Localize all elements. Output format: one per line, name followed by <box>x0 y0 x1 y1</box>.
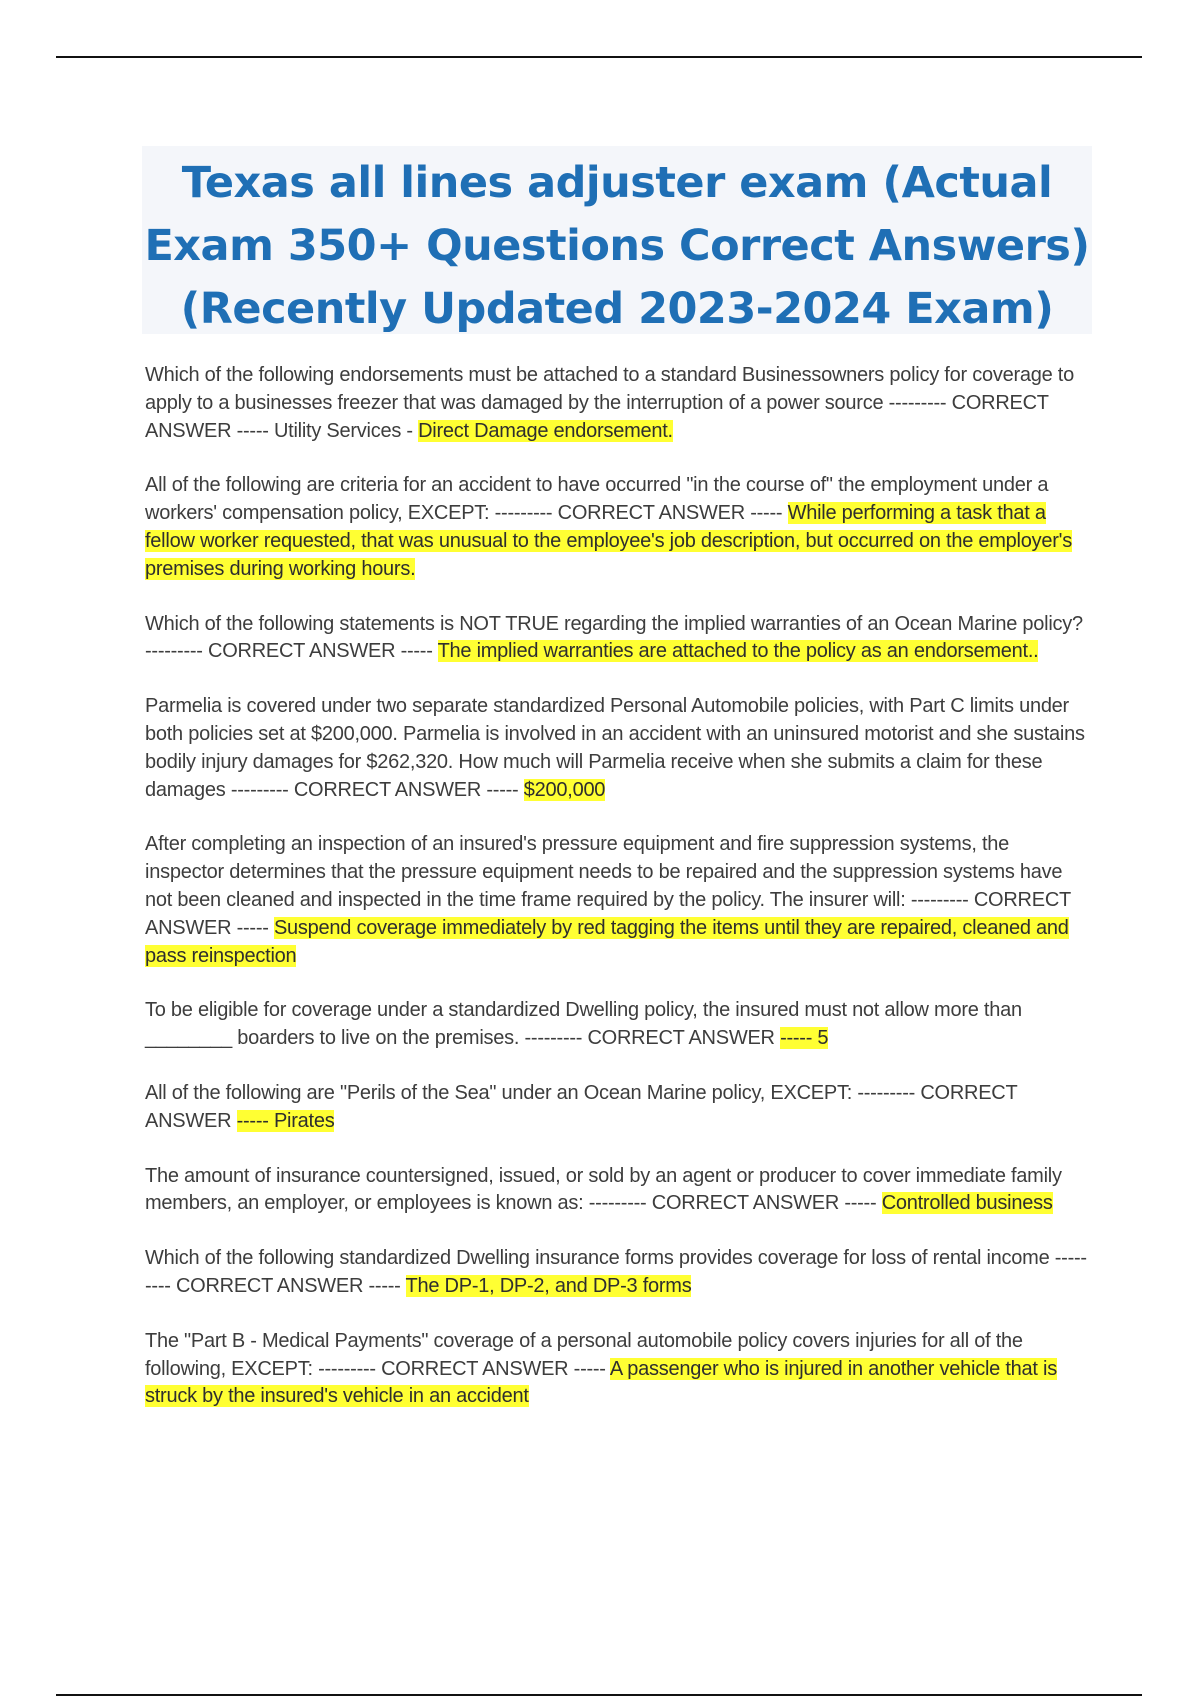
bottom-rule <box>56 1694 1142 1696</box>
question-text: All of the following are "Perils of the Sea" under an Ocean Marine policy, EXCEPT: --------- CORRECT ANSWER <box>145 1081 1018 1132</box>
answer-highlight: Suspend coverage immediately by red tagging the items until they are repaired, cleaned and pass reinspection <box>145 916 1069 967</box>
title-banner <box>142 146 1092 334</box>
answer-highlight: While performing a task that a fellow worker requested, that was unusual to the employee's job description, but occurred on the employer's premises during working hours. <box>145 502 1072 580</box>
document-title: Texas all lines adjuster exam (Actual Exam 350+ Questions Correct Answers) (Recently Updated 2023-2024 Exam) <box>144 158 1090 334</box>
qa-item <box>145 611 1090 667</box>
answer-highlight: A passenger who is injured in another vehicle that is struck by the insured's vehicle in an accident <box>145 1357 1057 1408</box>
top-rule <box>56 56 1142 58</box>
qa-item <box>145 997 1090 1053</box>
qa-item <box>145 472 1090 583</box>
qa-item <box>145 1328 1090 1411</box>
qa-item <box>145 1163 1090 1219</box>
answer-highlight: The DP-1, DP-2, and DP-3 forms <box>405 1274 692 1297</box>
qa-item <box>145 362 1090 445</box>
qa-item <box>145 693 1090 804</box>
qa-item <box>145 1080 1090 1136</box>
answer-highlight: ----- 5 <box>780 1027 829 1050</box>
question-text: To be eligible for coverage under a standardized Dwelling policy, the insured must not allow more than ________ boarders to live on the premises. --------- CORRECT ANSWER <box>145 999 1022 1050</box>
answer-highlight: Direct Damage endorsement. <box>418 419 673 442</box>
answer-highlight: Controlled business <box>881 1192 1053 1215</box>
qa-list <box>145 362 1090 1438</box>
question-text: All of the following are criteria for an accident to have occurred "in the course of" the employment under a workers' compensation policy, EXCEPT: --------- CORRECT ANSWER ----- <box>145 474 1049 525</box>
question-text: The "Part B - Medical Payments" coverage of a personal automobile policy covers injuries for all of the following, EXCEPT: --------- CORRECT ANSWER ----- <box>145 1329 1023 1380</box>
question-text: Which of the following standardized Dwelling insurance forms provides coverage for loss of rental income --------- CORRECT ANSWER ----- <box>145 1247 1087 1297</box>
question-text: The amount of insurance countersigned, issued, or sold by an agent or producer to cover immediate family members, an employer, or employees is known as: --------- CORRECT ANSWER ----- <box>145 1164 1062 1215</box>
qa-item <box>145 831 1090 970</box>
qa-item <box>145 1245 1090 1301</box>
answer-highlight: $200,000 <box>523 778 606 801</box>
question-text: Which of the following statements is NOT TRUE regarding the implied warranties of an Ocean Marine policy? --------- CORRECT ANSWER ----- <box>145 612 1083 663</box>
answer-highlight: The implied warranties are attached to the policy as an endorsement.. <box>437 640 1039 663</box>
question-text: After completing an inspection of an insured's pressure equipment and fire suppression systems, the inspector determines that the pressure equipment needs to be repaired and the suppression systems have not been cleaned and inspected in the time frame required by the policy. The insurer will: --------- CORRECT ANSWER ----- <box>145 833 1071 939</box>
answer-highlight: ----- Pirates <box>236 1109 335 1132</box>
question-text: Which of the following endorsements must be attached to a standard Businessowners policy for coverage to apply to a businesses freezer that was damaged by the interruption of a power source --------- CORRECT ANSWER ----- Utility Services - <box>145 364 1074 442</box>
question-text: Parmelia is covered under two separate standardized Personal Automobile policies, with Part C limits under both policies set at $200,000. Parmelia is involved in an accident with an uninsured motorist and she sustains bodily injury damages for $262,320. How much will Parmelia receive when she submits a claim for these damages --------- CORRECT ANSWER ----- <box>145 695 1085 801</box>
